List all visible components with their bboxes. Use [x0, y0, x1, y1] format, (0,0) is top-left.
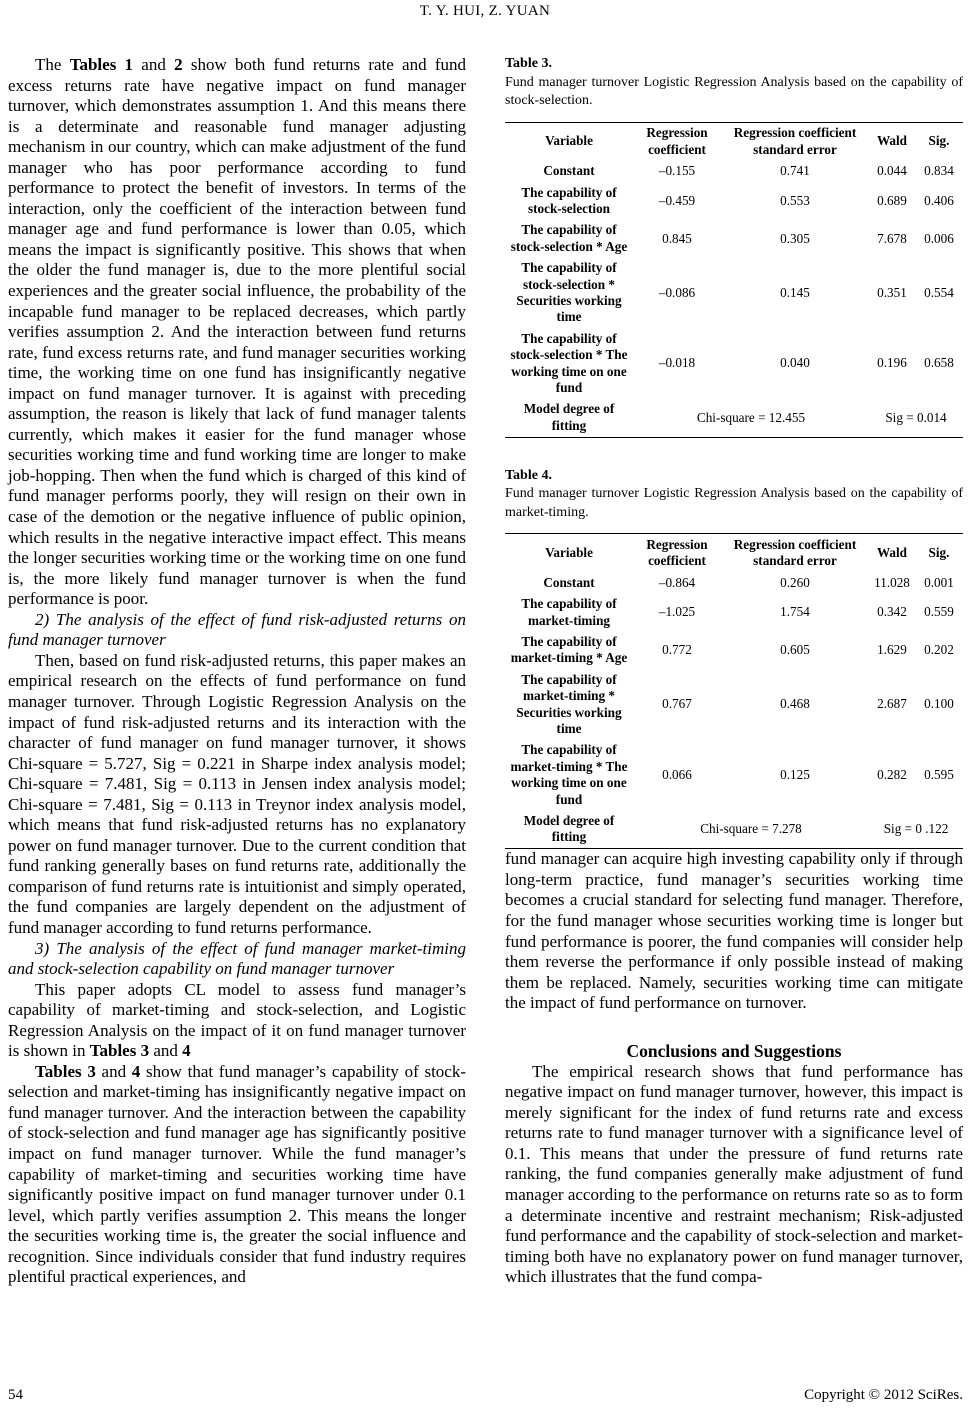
cell-sig: 0.834	[924, 163, 954, 179]
paragraph-risk-adjusted: Then, based on fund risk-adjusted returns, this paper makes an empirical research on the effects of fund performance on fund manager turnover. Through Logistic Regression Analysis on the impact of fund risk-adjusted returns and its interaction with the character of fund manager on fund manager turnover, it shows Chi-square = 5.727, Sig = 0.221 in Sharpe index analysis model; Chi-square = 7.481, Sig = 0.113 in Jensen index analysis model; Chi-square = 7.481, Sig = 0.113 in Treynor index analysis model, which means that fund risk-adjusted returns has no explanatory power on fund manager turnover. Due to the current condition that fund ranking generally bases on fund returns rate, additionally the comparison of fund returns rate is intuitionist and simply operated, the fund companies are largely dependent on the adjustment of fund manager according to fund returns performance.	[8, 650, 466, 937]
table-4-caption-text: Fund manager turnover Logistic Regression Analysis based on the capability of market-timing.	[505, 486, 963, 520]
cell-standard-error: 0.741	[780, 163, 810, 179]
cell-standard-error: 0.605	[780, 642, 810, 658]
table-row	[505, 632, 963, 670]
cell-sig: 0.406	[924, 192, 954, 208]
page-footer	[8, 1387, 963, 1404]
subsection-heading-2: 2) The analysis of the effect of fund risk-adjusted returns on fund manager turnover	[8, 609, 466, 650]
table-row	[505, 669, 963, 740]
text-run: show both fund returns rate and fund excess returns rate have negative impact on fund manager turnover, which demonstrates assumption 1. And this means there is a determinate and reasonable fund manager adjusting mechanism in our country, which can make adjustment of the fund manager who has poor performance according to fund performance to protect the benefit of investors. In terms of the interaction, only the coefficient of the interaction between fund manager age and fund performance is lower than 0.05, which means the impact is significantly positive. This shows that when the older the fund manager is, due to the more plentiful social experiences and the greater social influence, the probability of the incapable fund manager to be replaced decreases, which partly verifies assumption 2. And the interaction between fund returns rate, fund excess returns rate, and fund manager securities working time, the working time on one fund has insignificantly negative impact on fund manager turnover. It is against with preceding assumption, the reason is likely that lack of fund manager talents currently, which makes it easier for the fund manager whose securities working time and fund working time are longer to make job-hopping. Then when the fund which is charged of this kind of fund manager performs poorly, they will resign on their own in case of the demotion or the negative influence of public opinion, which results in the negative interactive impact effect. This means the longer securities working time or the working time on one fund is, the more likely fund manager turnover is when the fund performance is poor.	[8, 55, 467, 609]
column-header-wald: Wald	[876, 133, 908, 149]
table-3-caption-text: Fund manager turnover Logistic Regression Analysis based on the capability of stock-selection.	[505, 74, 963, 109]
cell-standard-error: 1.754	[780, 604, 810, 620]
cell-sig: 0.559	[924, 604, 954, 620]
column-header-sig: Sig.	[928, 545, 950, 561]
cell-variable: The capability of market-timing * Age	[510, 634, 628, 666]
cell-sig: 0.006	[924, 230, 954, 246]
cell-coefficient: –1.025	[658, 604, 696, 620]
cell-standard-error: 0.125	[780, 767, 810, 783]
cell-standard-error: 0.145	[780, 284, 810, 300]
cell-wald: 0.689	[877, 192, 907, 208]
cell-wald: 0.196	[877, 355, 907, 371]
cell-coefficient: –0.155	[658, 163, 696, 179]
cell-variable: The capability of stock-selection * The working time on one fund	[510, 330, 628, 395]
section-heading-conclusions: Conclusions and Suggestions	[626, 1040, 842, 1061]
table-row	[505, 572, 963, 593]
text-run: and	[133, 55, 175, 74]
table-3-label: Table 3.	[505, 56, 552, 71]
paragraph-empirical-research: The empirical research shows that fund performance has negative impact on fund manager turnover, however, this impact is merely significant for the index of fund returns rate and excess returns rate to fund manager turnover with a significance level of 0.1. This means that under the pressure of fund returns rate ranking, the fund companies generally make adjustment of fund manager according to the performance on returns rate so as to form a determinate incentive and restraint mechanism; Risk-adjusted fund performance and the capability of stock-selection and market-timing both have no explanatory power on fund manager turnover, which illustrates that the fund compa-	[505, 1061, 963, 1287]
paragraph-tables-1-2	[8, 55, 466, 610]
running-head: T. Y. HUI, Z. YUAN	[419, 3, 551, 19]
paragraph-securities-working-time: fund manager can acquire high investing capability only if through long-term practice, fund manager’s securities working time becomes a crucial standard for selecting fund manager. Therefore, for the fund manager whose securities working time is longer but fund performance is poorer, the fund companies will consider help them reverse the performance if only possible instead of making them be replaced. Namely, securities working time can mitigate the impact of fund performance on turnover.	[505, 849, 963, 1013]
cell-variable: The capability of stock-selection * Age	[510, 222, 628, 254]
copyright-notice: Copyright © 2012 SciRes.	[804, 1387, 963, 1403]
cell-fit-label: Model degree of fitting	[523, 813, 615, 845]
text-run: The	[35, 55, 70, 74]
cell-coefficient: 0.066	[662, 767, 692, 783]
cell-coefficient: –0.459	[658, 192, 696, 208]
cell-standard-error: 0.040	[780, 355, 810, 371]
column-header-standard-error: Regression coefficient standard error	[733, 125, 857, 157]
column-header-variable: Variable	[545, 133, 593, 149]
left-column	[8, 55, 466, 1288]
table-row	[505, 161, 963, 182]
cell-standard-error: 0.553	[780, 192, 810, 208]
cell-coefficient: –0.086	[658, 284, 696, 300]
cell-sig: 0.001	[924, 574, 954, 590]
cell-fit-label: Model degree of fitting	[523, 401, 615, 433]
table-row	[505, 328, 963, 399]
cell-variable: The capability of market-timing * The working time on one fund	[510, 742, 628, 807]
cell-wald: 0.044	[877, 163, 907, 179]
cell-variable: The capability of market-timing * Securities working time	[516, 671, 622, 737]
table-3	[505, 122, 963, 438]
cell-variable: The capability of stock-selection	[521, 184, 617, 216]
cell-coefficient: –0.864	[658, 574, 696, 590]
cell-wald: 11.028	[874, 574, 910, 590]
table-fit-row	[505, 811, 963, 849]
text-run-bold: 4	[182, 1041, 191, 1061]
column-header-regression-coefficient: Regression coefficient	[646, 536, 708, 569]
text-run: and	[95, 1061, 132, 1081]
cell-sig: 0.202	[924, 642, 954, 658]
text-run-bold: Tables 1	[69, 55, 134, 74]
column-header-wald: Wald	[876, 545, 908, 561]
cell-wald: 0.342	[877, 604, 907, 620]
subsection-heading-3: 3) The analysis of the effect of fund manager market-timing and stock-selection capability on fund manager turnover	[8, 938, 466, 979]
cell-coefficient: –0.018	[658, 355, 696, 371]
cell-variable: The capability of market-timing	[521, 596, 617, 628]
cell-sig: 0.595	[924, 767, 954, 783]
table-row	[505, 182, 963, 220]
text-run-bold: Tables 3	[89, 1041, 150, 1061]
text-run-bold: 4	[131, 1061, 141, 1081]
column-header-sig: Sig.	[928, 133, 950, 149]
cell-sig: 0.554	[924, 284, 954, 300]
table-header-row	[505, 534, 963, 572]
cell-coefficient: 0.772	[662, 642, 692, 658]
cell-standard-error: 0.468	[780, 696, 810, 712]
paragraph-cl-model	[8, 980, 466, 1062]
cell-standard-error: 0.260	[780, 574, 810, 590]
cell-variable: The capability of stock-selection * Securities working time	[516, 260, 622, 325]
text-run: This paper adopts CL model to assess fund manager’s capability of market-timing and stock-selection, and Logistic Regression Analysis on the impact of it on fund manager turnover is shown in	[8, 979, 466, 1061]
cell-standard-error: 0.305	[780, 230, 810, 246]
cell-sig: 0.100	[924, 696, 954, 712]
right-column	[505, 55, 963, 1288]
table-3-caption	[505, 55, 963, 111]
cell-wald: 0.282	[877, 767, 907, 783]
cell-wald: 0.351	[877, 284, 907, 300]
cell-variable: Constant	[543, 574, 595, 590]
column-header-regression-coefficient: Regression coefficient	[646, 125, 708, 157]
page-number: 54	[8, 1387, 23, 1403]
table-row	[505, 740, 963, 811]
table-4	[505, 533, 963, 849]
paragraph-tables-3-4	[8, 1062, 466, 1288]
table-4-label: Table 4.	[505, 467, 552, 483]
cell-chi-square: Chi-square = 12.455	[696, 409, 806, 425]
table-header-row	[505, 122, 963, 160]
cell-wald: 2.687	[877, 696, 907, 712]
cell-fit-sig: Sig = 0.014	[885, 409, 947, 425]
cell-wald: 1.629	[877, 642, 907, 658]
cell-variable: Constant	[543, 163, 595, 179]
table-row	[505, 220, 963, 258]
text-run-bold: 2	[174, 55, 183, 74]
column-header-standard-error: Regression coefficient standard error	[733, 536, 857, 569]
text-run: and	[149, 1041, 183, 1061]
text-run: show that fund manager’s capability of stock-selection and market-timing has insignificantly negative impact on fund manager turnover. And the interaction between the capability of stock-selection and fund manager age has significantly positive impact on fund manager turnover. While the fund manager’s capability of market-timing and securities working time have significantly positive impact on fund manager turnover under 0.1 level, which partly verifies assumption 2. This means the longer the securities working time is, the greater the social influence and recognition. Since individuals consider that fund industry requires plentiful practical experiences, and	[8, 1061, 467, 1287]
table-row	[505, 258, 963, 329]
column-header-variable: Variable	[545, 545, 593, 561]
cell-coefficient: 0.845	[662, 230, 692, 246]
table-4-caption	[505, 467, 963, 523]
cell-wald: 7.678	[877, 230, 907, 246]
cell-chi-square: Chi-square = 7.278	[700, 821, 802, 837]
cell-coefficient: 0.767	[662, 696, 692, 712]
text-run-bold: Tables 3	[35, 1061, 96, 1081]
table-row	[505, 594, 963, 632]
cell-fit-sig: Sig = 0 .122	[883, 821, 949, 837]
table-fit-row	[505, 399, 963, 437]
cell-sig: 0.658	[924, 355, 954, 371]
